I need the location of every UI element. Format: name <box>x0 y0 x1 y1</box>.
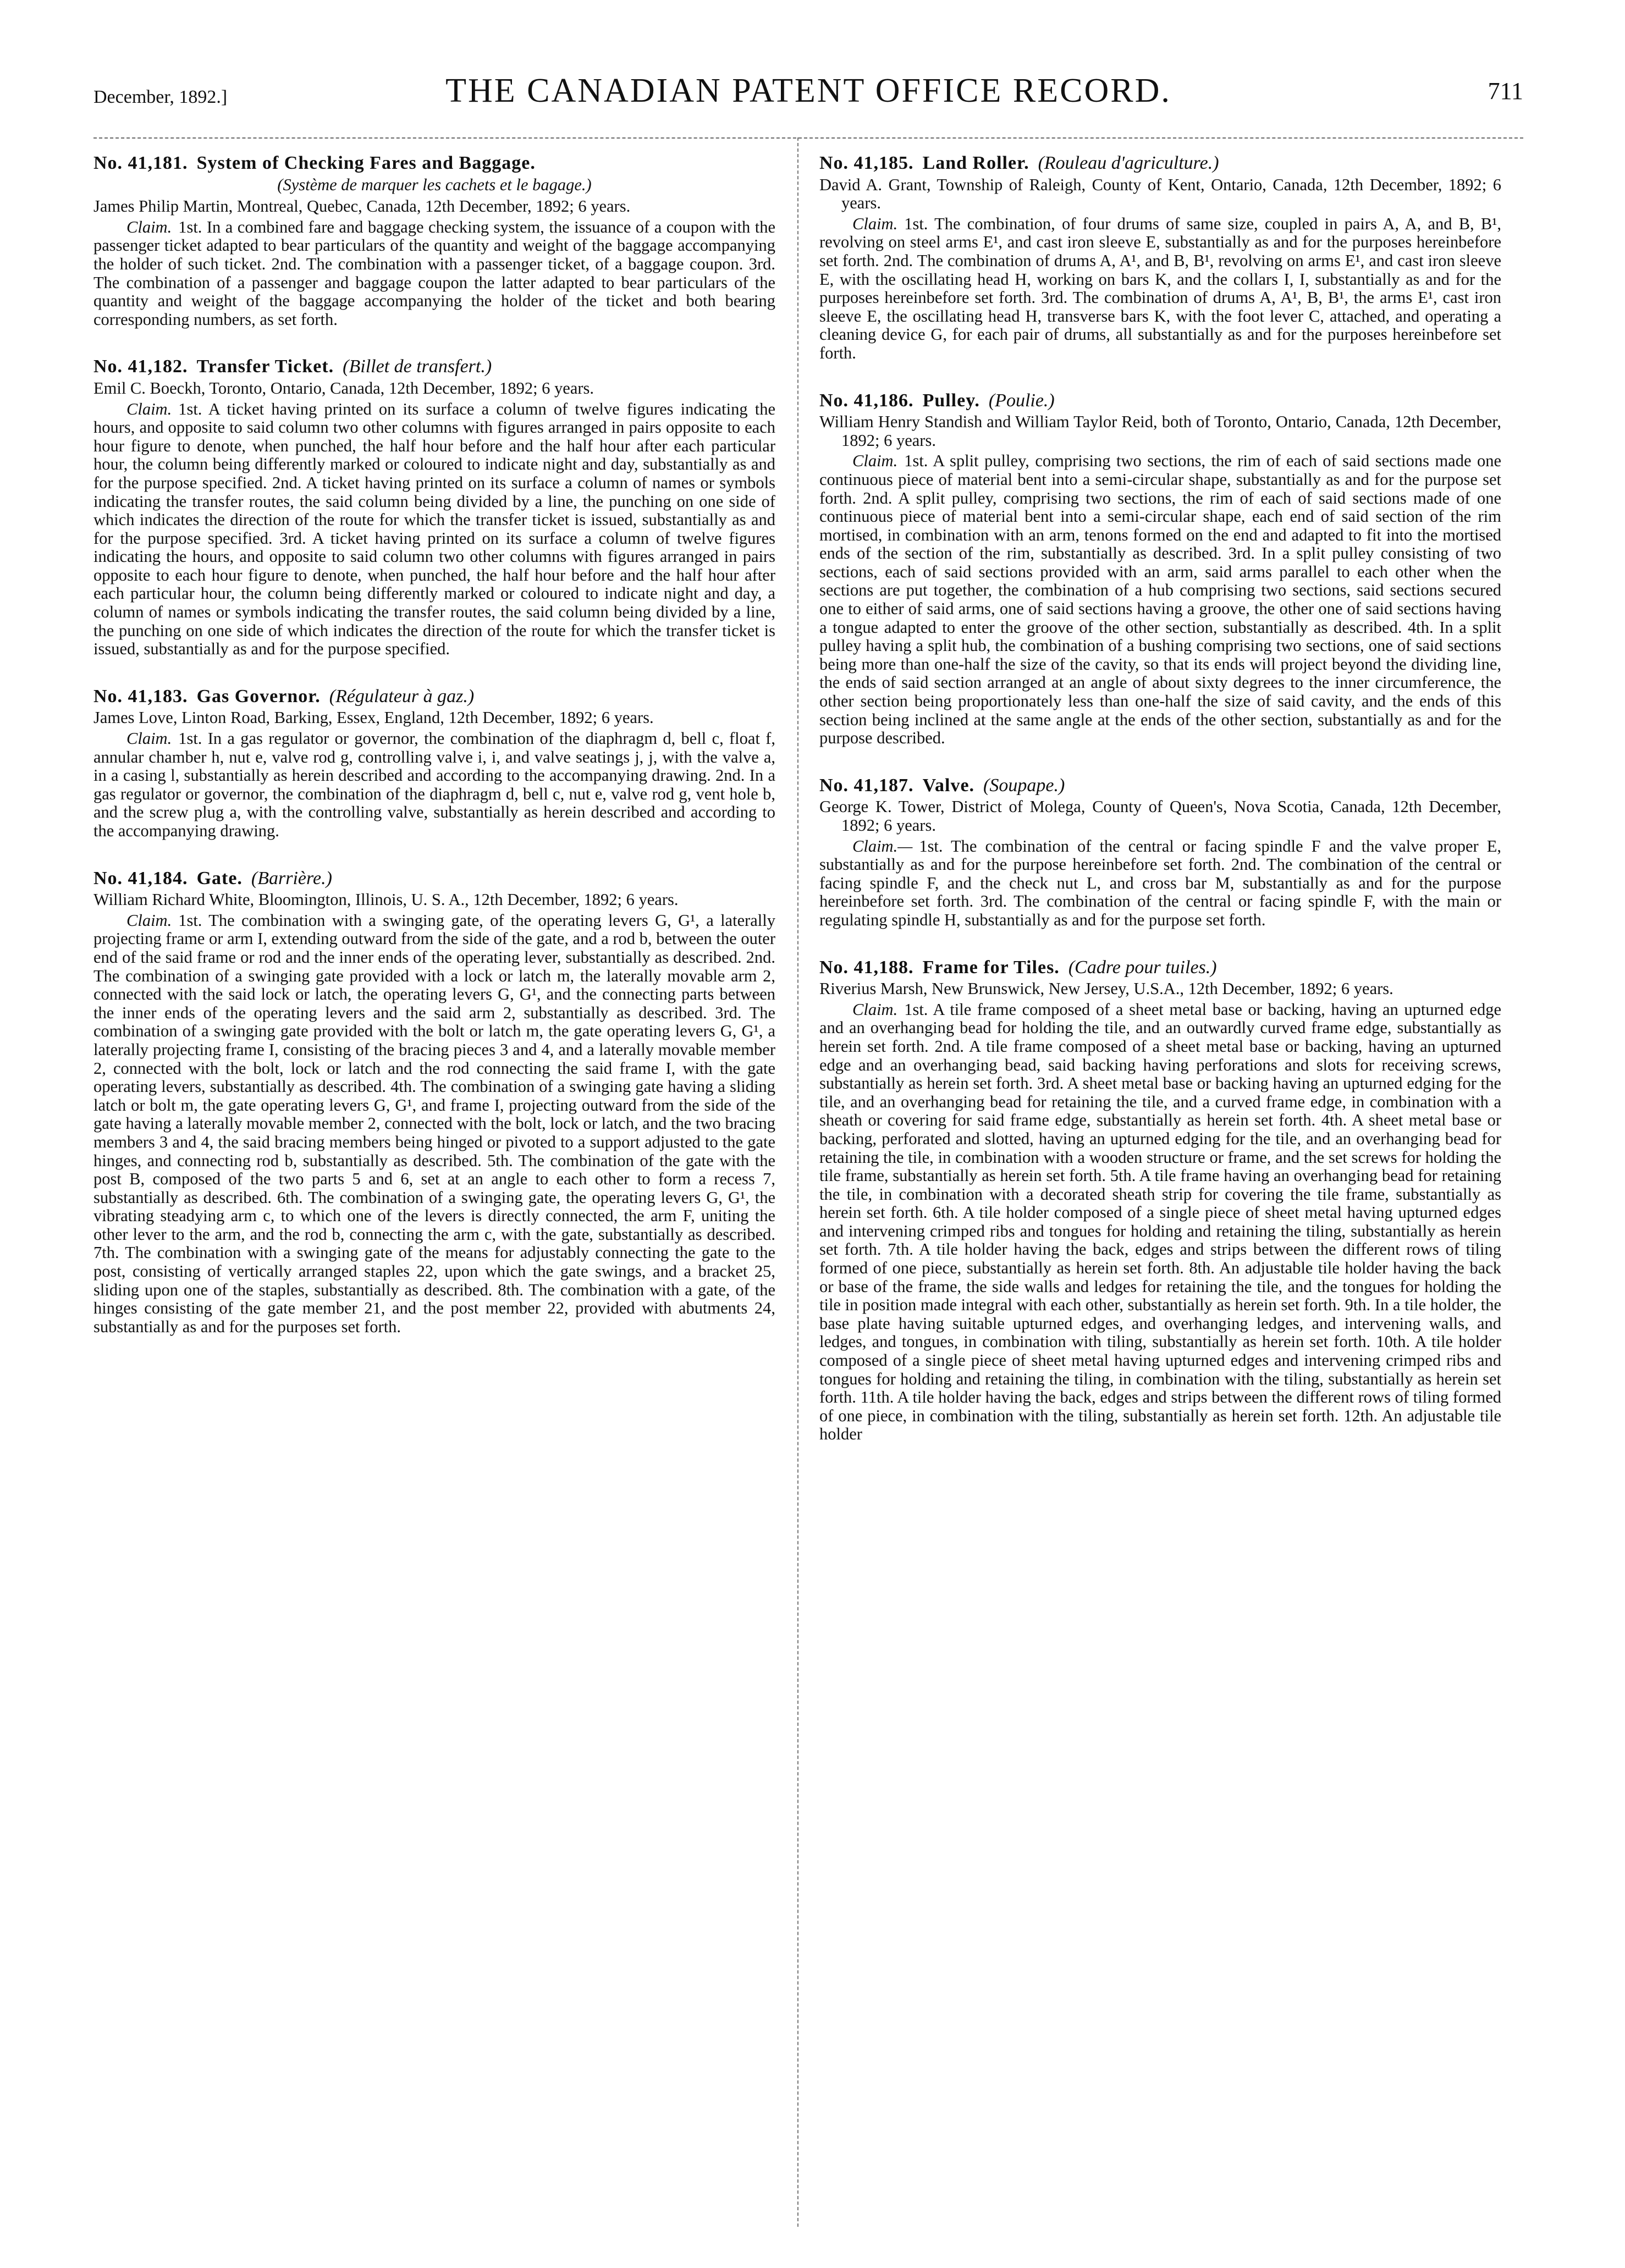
patent-heading <box>93 687 775 706</box>
claim-label: Claim. <box>852 451 898 471</box>
patent-heading <box>819 154 1501 173</box>
patent-claim <box>819 1001 1501 1444</box>
right-column <box>819 154 1501 1472</box>
claim-label: Claim. <box>852 1000 898 1019</box>
claim-text: 1st. The combination with a swinging gate, of the operating levers G, G¹, a laterally projecting frame or arm I, extending outward from the side of the gate, and a rod b, between the outer end of the said frame or rod and the inner ends of the operating lever, substantially as described. 2nd. The combination of a swinging gate provided with a lock or latch m, the laterally movable arm 2, connected with the said lock or latch, the operating levers G, G¹, and the connecting parts between the inner ends of the operating levers and the said arm 2, substantially as described. 3rd. The combination of a swinging gate provided with the bolt or latch m, the gate operating levers G, G¹, a laterally projecting frame I, consisting of the bracing pieces 3 and 4, and a laterally movable member 2, connected with the bolt, lock or latch and the rod connecting the said frame I, with the gate operating levers, substantially as described. 4th. The combination of a swinging gate having a sliding latch or bolt m, the gate operating levers G, G¹, and frame I, projecting outward from the side of the gate having a laterally movable member 2, connected with the bolt, lock or latch, and the two bracing members 3 and 4, the said bracing members being hinged or pivoted to a support adjusted to the gate hinges, and connecting rod b, substantially as described. 5th. The combination of the gate with the post B, composed of the two parts 5 and 6, set at an angle to each other to form a recess 7, substantially as described. 6th. The combination of a swinging gate, the operating levers G, G¹, the vibrating steadying arm c, to which one of the levers is directly connected, the arm F, uniting the other lever to the arm, and the rod b, connecting the arm c, with the gate, substantially as described. 7th. The combination with a swinging gate of the means for adjustably connecting the gate to the post, consisting of vertically arranged staples 22, upon which the gate swings, and a bracket 25, sliding upon one of the staples, substantially as described. 8th. The combination with a gate, of the hinges consisting of the gate member 21, and the post member 22, provided with abutments 24, substantially as and for the purposes set forth. <box>93 910 775 1336</box>
patent-title: Gas Governor. <box>196 686 321 707</box>
patent-heading <box>819 391 1501 410</box>
patent-claim <box>93 912 775 1337</box>
patent-claim <box>93 400 775 659</box>
patent-entry <box>93 357 775 659</box>
claim-text: 1st. In a combined fare and baggage checking system, the issuance of a coupon with the passenger ticket adapted to bear particulars of the quantity and weight of the baggage accompanying the holder of such ticket. 2nd. The combination with a passenger ticket, of a baggage coupon. 3rd. The combination of a passenger and baggage coupon the latter adapted to bear particulars of the quantity and weight of the baggage accompanying the holder of the ticket and both bearing corresponding numbers, as set forth. <box>93 217 775 329</box>
patent-title: Transfer Ticket. <box>196 356 334 377</box>
patent-heading <box>819 776 1501 795</box>
patent-french-title: (Cadre pour tuiles.) <box>1068 957 1217 978</box>
left-column <box>93 154 775 1365</box>
patent-title: Valve. <box>922 775 975 796</box>
patent-claim <box>93 218 775 329</box>
patent-french-title: (Rouleau d'agriculture.) <box>1038 153 1219 173</box>
patent-title: Pulley. <box>922 390 980 411</box>
claim-text: 1st. A tile frame composed of a sheet metal base or backing, having an upturned edge and an overhanging bead for holding the tile, and an outwardly curved frame edge, substantially as herein set forth. 2nd. A tile frame composed of a sheet metal base or backing, having an upturned edge and an overhanging bead, said backing having perforations and slots for receiving screws, substantially as herein set forth. 3rd. A sheet metal base or backing having an upturned edging for the tile, and an overhanging bead for retaining the tile, and a curved frame edge, in combination with a sheath or covering for said frame edge, substantially as herein set forth. 4th. A sheet metal base or backing, perforated and slotted, having an upturned edging for the tile, and an overhanging bead for retaining the tile, in combination with a wooden structure or frame, and the set screws for holding the tile frame, substantially as herein set forth. 5th. A tile frame having an overhanging bead for retaining the tile, in combination with a decorated sheath strip for covering the tile frame, substantially as herein set forth. 6th. A tile holder composed of a single piece of sheet metal having upturned edges and intervening crimped ribs and tongues for holding and retaining the tiling, substantially as herein set forth. 7th. A tile holder having the back, edges and strips between the different rows of tiling formed of one piece, substantially as herein set forth. 8th. An adjustable tile holder having the back or base of the frame, the side walls and ledges for retaining the tile, and the tongues for holding the tile in position made integral with each other, substantially as herein set forth. 9th. In a tile holder, the base plate having suitable upturned edges, and overhanging ledges, and intervening walls, and ledges, and tongues, in combination with tiling, substantially as herein set forth. 10th. A tile holder composed of a single piece of sheet metal having upturned edges and intervening crimped ribs and tongues for holding and retaining the tiling, in combination with the tiling, substantially as herein set forth. 11th. A tile holder having the back, edges and strips between the different rows of tiling formed of one piece, in combination with the tiling, substantially as herein set forth. 12th. An adjustable tile holder <box>819 1000 1501 1444</box>
patent-claim <box>819 837 1501 930</box>
patent-entry <box>93 687 775 841</box>
patent-entry <box>93 154 775 329</box>
patent-french-title: (Billet de transfert.) <box>343 356 492 377</box>
patent-french-title: (Poulie.) <box>988 390 1055 411</box>
claim-label: Claim. <box>126 729 172 748</box>
claim-label: Claim.— <box>852 836 913 856</box>
patent-inventor: David A. Grant, Township of Raleigh, County of Kent, Ontario, Canada, 12th December, 1892; 6 years. <box>819 175 1501 213</box>
claim-text: 1st. A split pulley, comprising two sections, the rim of each of said sections made one continuous piece of material bent into a semi-circular shape, substantially as and for the purpose set forth. 2nd. A split pulley, comprising two sections, the rim of each of said sections made of one continuous piece of material bent into a semi-circular shape, each end of said section of the rim mortised, in combination with an arm, tenons formed on the end and adapted to fit into the mortised ends of the section of the rim, substantially as described. 3rd. In a split pulley consisting of two sections, each of said sections provided with an arm, said arms parallel to each other when the sections are put together, the combination of a hub comprising two sections, said sections secured one to either of said arms, one of said sections having a groove, the other one of said sections having a tongue adapted to enter the groove of the other section, substantially as described. 4th. In a split pulley having a split hub, the combination of a bushing comprising two sections, one of said sections being more than one-half the size of the cavity, so that its ends will project beyond the dividing line, the ends of said section arranged at an angle of about sixty degrees to the inner circumference, the other section being proportionately less than one-half the size of said cavity, and the ends of this section being inclined at the same angle at the ends of the other section, substantially as and for the purpose described. <box>819 451 1501 748</box>
patent-inventor: James Philip Martin, Montreal, Quebec, Canada, 12th December, 1892; 6 years. <box>93 197 631 216</box>
claim-label: Claim. <box>126 217 172 236</box>
page-number: 711 <box>1488 78 1523 104</box>
patent-number: No. 41,183. <box>93 686 188 707</box>
patent-french-title: (Régulateur à gaz.) <box>329 686 475 707</box>
claim-text: 1st. The combination, of four drums of same size, coupled in pairs A, A, and B, B¹, revolving on steel arms E¹, and cast iron sleeve E, substantially as and for the purposes hereinbefore set forth. 2nd. The combination of drums A, A¹, and B, B¹, revolving on arms E¹, and cast iron sleeve E, with the oscillating head H, working on bars K, and the collars I, I, substantially as and for the purposes hereinbefore set forth. 3rd. The combination of drums A, A¹, B, B¹, the arms E¹, cast iron sleeve E, the oscillating head H, transverse bars K, with the foot lever C, attached, and operating a cleaning device G, for each pair of drums, all substantially as and for the purposes hereinbefore set forth. <box>819 214 1501 362</box>
patent-number: No. 41,186. <box>819 390 914 411</box>
patent-inventor: Riverius Marsh, New Brunswick, New Jersey, U.S.A., 12th December, 1892; 6 years. <box>819 979 1393 998</box>
patent-number: No. 41,185. <box>819 153 914 173</box>
patent-claim <box>93 730 775 841</box>
patent-number: No. 41,181. <box>93 153 188 173</box>
claim-label: Claim. <box>852 214 898 233</box>
patent-number: No. 41,184. <box>93 868 188 889</box>
patent-heading <box>93 869 775 888</box>
claim-text: 1st. In a gas regulator or governor, the combination of the diaphragm d, bell c, float f, annular chamber h, nut e, valve rod g, controlling valve i, i, and valve seatings j, j, with the valve a, in a casing l, substantially as herein described and according to the accompanying drawing. 2nd. In a gas regulator or governor, the combination of the diaphragm d, bell c, nut e, valve rod g, vent hole b, and the screw plug a, with the controlling valve, substantially as herein described and according to the accompanying drawing. <box>93 729 775 840</box>
publication-title: THE CANADIAN PATENT OFFICE RECORD. <box>445 72 1171 109</box>
patent-claim <box>819 215 1501 363</box>
patent-inventor: William Henry Standish and William Taylor Reid, both of Toronto, Ontario, Canada, 12th December, 1892; 6 years. <box>819 412 1501 450</box>
patent-inventor: William Richard White, Bloomington, Illinois, U. S. A., 12th December, 1892; 6 years. <box>93 890 679 909</box>
claim-label: Claim. <box>126 910 172 930</box>
patent-entry <box>93 869 775 1337</box>
patent-french-title: (Système de marquer les cachets et le bagage.) <box>277 175 592 194</box>
column-divider <box>797 137 798 2227</box>
patent-inventor: Emil C. Boeckh, Toronto, Ontario, Canada, 12th December, 1892; 6 years. <box>93 378 594 398</box>
claim-label: Claim. <box>126 399 172 418</box>
patent-inventor: George K. Tower, District of Molega, County of Queen's, Nova Scotia, Canada, 12th December, 1892; 6 years. <box>819 797 1501 835</box>
claim-text: 1st. The combination of the central or facing spindle F and the valve proper E, substantially as and for the purpose hereinbefore set forth. 2nd. The combination of the central or facing spindle F, and the check nut L, and cross bar M, substantially as and for the purpose hereinbefore set forth. 3rd. The combination of the central or facing spindle F, with the main or regulating spindle H, substantially as and for the purpose set forth. <box>819 836 1501 929</box>
patent-heading <box>819 958 1501 977</box>
running-head <box>93 71 1523 115</box>
patent-entry <box>819 958 1501 1444</box>
patent-inventor: James Love, Linton Road, Barking, Essex, England, 12th December, 1892; 6 years. <box>93 708 654 727</box>
patent-french-title: (Barrière.) <box>251 868 332 889</box>
patent-heading <box>93 357 775 376</box>
page <box>93 71 1523 2227</box>
patent-title: System of Checking Fares and Baggage. <box>196 153 536 173</box>
patent-number: No. 41,188. <box>819 957 914 978</box>
patent-entry <box>819 154 1501 363</box>
patent-title: Gate. <box>196 868 243 889</box>
header-rule <box>93 137 1523 139</box>
patent-number: No. 41,187. <box>819 775 914 796</box>
patent-entry <box>819 391 1501 748</box>
patent-entry <box>819 776 1501 930</box>
issue-date: December, 1892.] <box>93 87 228 107</box>
patent-french-title: (Soupape.) <box>983 775 1065 796</box>
patent-heading <box>93 154 775 173</box>
patent-title: Frame for Tiles. <box>922 957 1060 978</box>
claim-text: 1st. A ticket having printed on its surface a column of twelve figures indicating the hours, and opposite to said column two other columns with figures arranged in pairs opposite to each hour figure to denote, when punched, the half hour before and the half hour after each particular hour, the column being differently marked or coloured to indicate night and day, substantially as and for the purpose specified. 2nd. A ticket having printed on its surface a column of names or symbols indicating the transfer routes, the said column being divided by a line, the punching on one side of which indicates the direction of the route for which the transfer ticket is issued, substantially as and for the purpose specified. 3rd. A ticket having printed on its surface a column of twelve figures indicating the hours, and opposite to said column two other columns with figures arranged in pairs opposite to each hour figure to denote, when punched, the half hour before and the half hour after each particular hour, the column being differently marked or coloured to indicate night and day, a column of names or symbols indicating the transfer routes, the said column being divided by a line, the punching on one side of which indicates the direction of the route for which the transfer ticket is issued, substantially as and for the purpose specified. <box>93 399 775 659</box>
patent-claim <box>819 452 1501 748</box>
patent-title: Land Roller. <box>922 153 1029 173</box>
patent-number: No. 41,182. <box>93 356 188 377</box>
